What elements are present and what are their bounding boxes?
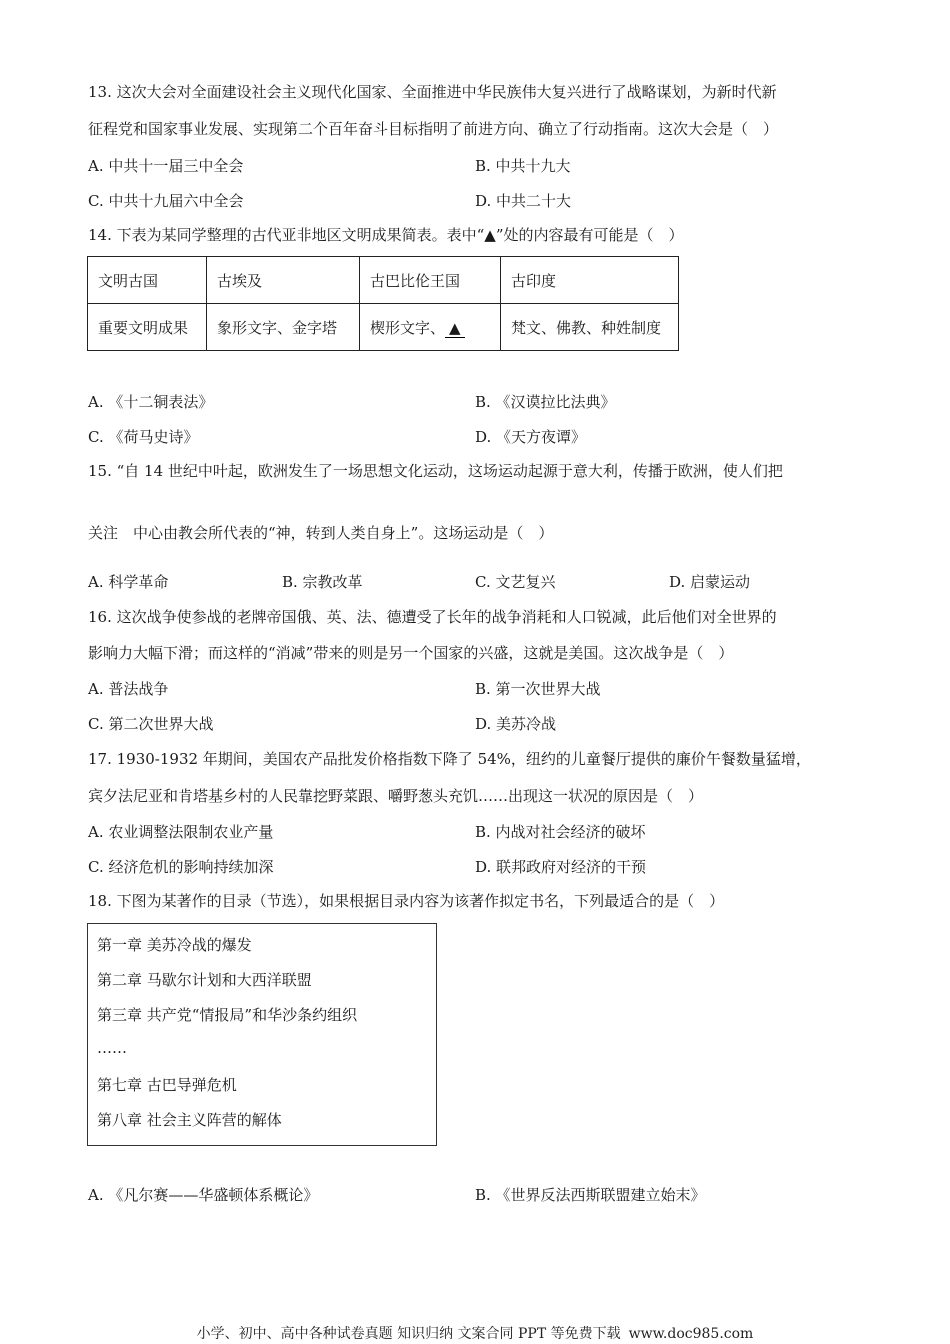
q18-stem: 18. 下图为某著作的目录（节选），如果根据目录内容为该著作拟定书名，下列最适合的是（ ）	[88, 892, 725, 910]
q14-option-a: A. 《十二铜表法》	[88, 393, 214, 411]
q16-option-c: C. 第二次世界大战	[88, 715, 214, 733]
q18-option-a: A. 《凡尔赛——华盛顿体系概论》	[88, 1186, 319, 1204]
q13-stem-line1: 13. 这次大会对全面建设社会主义现代化国家、全面推进中华民族伟大复兴进行了战略谋划，为新时代新	[88, 83, 777, 101]
toc-item: ……	[97, 1039, 127, 1057]
q13-option-b: B. 中共十九大	[475, 157, 571, 175]
q15-option-d: D. 启蒙运动	[669, 573, 751, 591]
toc-item: 第七章 古巴导弹危机	[97, 1076, 237, 1094]
q13-stem-line2: 征程党和国家事业发展、实现第二个百年奋斗目标指明了前进方向、确立了行动指南。这次大会是（ ）	[88, 120, 779, 138]
babylon-prefix: 楔形文字、	[370, 318, 446, 337]
toc-item: 第一章 美苏冷战的爆发	[97, 936, 252, 954]
q13-option-c: C. 中共十九届六中全会	[88, 192, 244, 210]
table-header-cell: 文明古国	[88, 257, 207, 304]
q17-option-c: C. 经济危机的影响持续加深	[88, 858, 274, 876]
q14-option-b: B. 《汉谟拉比法典》	[475, 393, 616, 411]
q15-option-b: B. 宗教改革	[282, 573, 363, 591]
q17-option-a: A. 农业调整法限制农业产量	[88, 823, 274, 841]
footer-site-link[interactable]: www.doc985.com	[628, 1326, 754, 1342]
table-header-cell: 古巴比伦王国	[360, 257, 501, 304]
q16-option-b: B. 第一次世界大战	[475, 680, 601, 698]
table-of-contents-box	[87, 923, 437, 1146]
q14-stem: 14. 下表为某同学整理的古代亚非地区文明成果简表。表中“▲”处的内容最有可能是（ ）	[88, 226, 684, 244]
table-cell: 象形文字、金字塔	[207, 304, 360, 351]
q16-option-a: A. 普法战争	[88, 680, 169, 698]
table-row	[88, 304, 679, 351]
footer-text: 小学、初中、高中各种试卷真题 知识归纳 文案合同 PPT 等免费下载	[196, 1326, 621, 1342]
q15-option-c: C. 文艺复兴	[475, 573, 556, 591]
toc-item: 第二章 马歇尔计划和大西洋联盟	[97, 971, 312, 989]
q17-option-d: D. 联邦政府对经济的干预	[475, 858, 647, 876]
q18-option-b: B. 《世界反法西斯联盟建立始末》	[475, 1186, 706, 1204]
table-header-cell: 古印度	[501, 257, 679, 304]
q17-stem-line1: 17. 1930-1932 年期间，美国农产品批发价格指数下降了 54%，纽约的儿童餐厅提供的廉价午餐数量猛增，	[88, 750, 811, 768]
table-header-cell: 古埃及	[207, 257, 360, 304]
q14-option-c: C. 《荷马史诗》	[88, 428, 199, 446]
q13-option-a: A. 中共十一届三中全会	[88, 157, 244, 175]
table-cell	[360, 304, 501, 351]
triangle-blank: ▲	[445, 319, 465, 338]
q15-stem-line2: 关注 中心由教会所代表的“神，转到人类自身上”。这场运动是（ ）	[88, 524, 554, 542]
q14-option-d: D. 《天方夜谭》	[475, 428, 587, 446]
q15-stem-line1: 15. “自 14 世纪中叶起，欧洲发生了一场思想文化运动，这场运动起源于意大利，传播于欧洲，使人们把	[88, 462, 783, 480]
table-cell: 重要文明成果	[88, 304, 207, 351]
q15-option-a: A. 科学革命	[88, 573, 169, 591]
q16-option-d: D. 美苏冷战	[475, 715, 557, 733]
q17-stem-line2: 宾夕法尼亚和肯塔基乡村的人民靠挖野菜跟、嚼野葱头充饥……出现这一状况的原因是（ ）	[88, 787, 704, 805]
q16-stem-line2: 影响力大幅下滑；而这样的“消减”带来的则是另一个国家的兴盛，这就是美国。这次战争是（ ）	[88, 644, 734, 662]
civilization-table	[87, 256, 679, 351]
q13-option-d: D. 中共二十大	[475, 192, 572, 210]
table-row	[88, 257, 679, 304]
q16-stem-line1: 16. 这次战争使参战的老牌帝国俄、英、法、德遭受了长年的战争消耗和人口锐减，此后他们对全世界的	[88, 608, 777, 626]
page-footer	[0, 1323, 950, 1343]
toc-item: 第八章 社会主义阵营的解体	[97, 1111, 282, 1129]
table-cell: 梵文、佛教、种姓制度	[501, 304, 679, 351]
q17-option-b: B. 内战对社会经济的破坏	[475, 823, 646, 841]
toc-item: 第三章 共产党“情报局”和华沙条约组织	[97, 1006, 358, 1024]
